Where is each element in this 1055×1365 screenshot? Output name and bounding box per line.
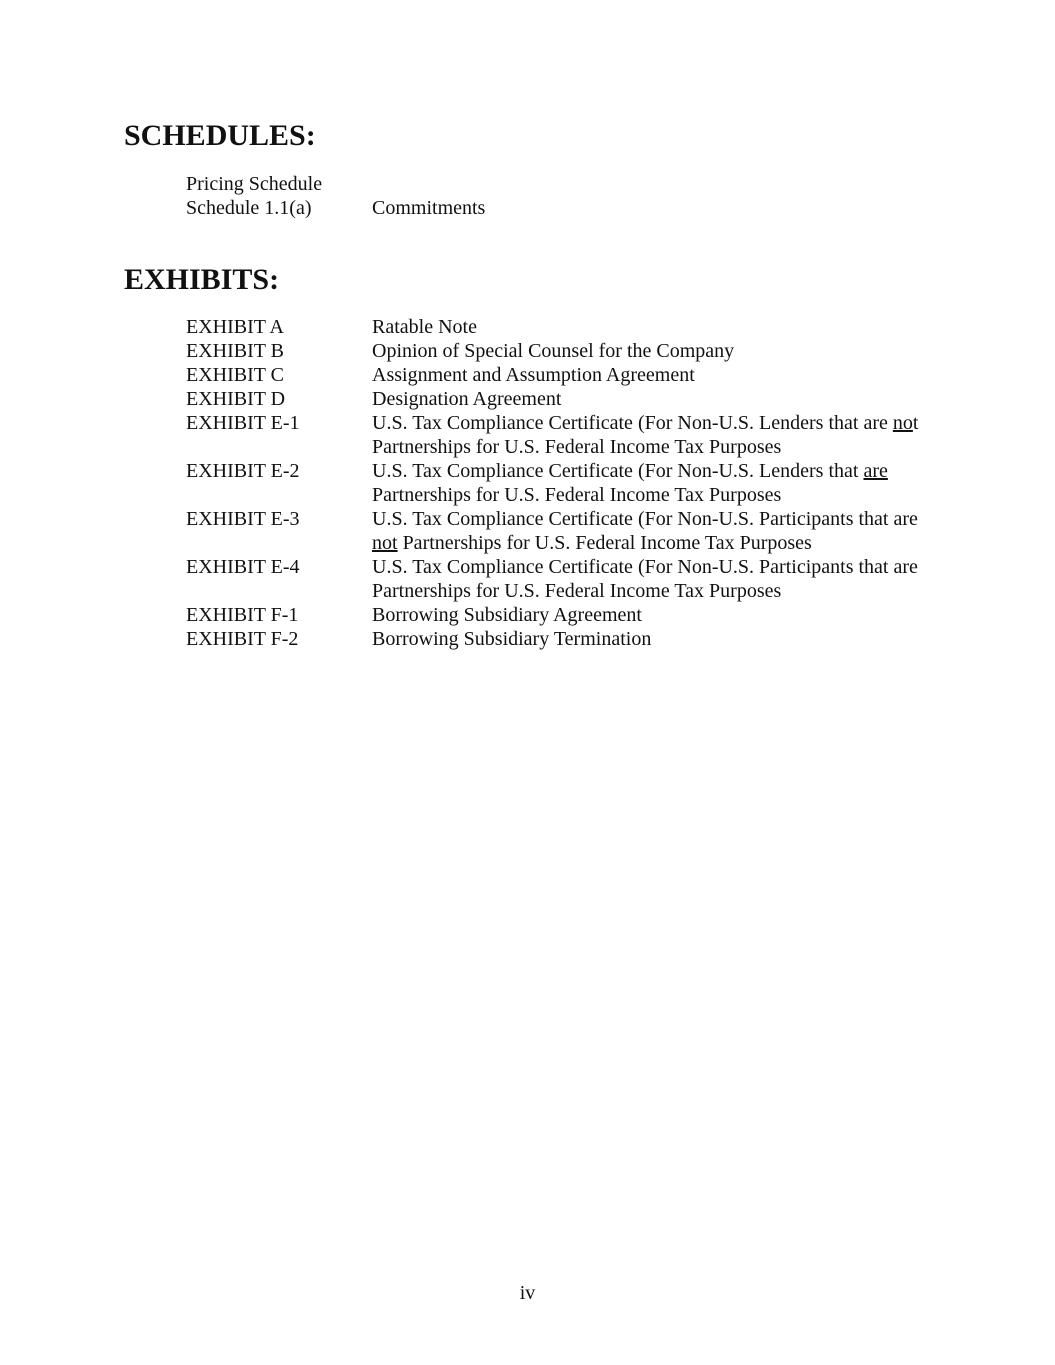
page-number: iv xyxy=(519,1282,536,1304)
schedule-label: Pricing Schedule xyxy=(186,173,323,195)
list-item xyxy=(186,339,986,363)
exhibit-label: EXHIBIT C xyxy=(186,364,284,386)
exhibit-description: Designation Agreement xyxy=(372,388,562,410)
underlined-text: are xyxy=(863,460,888,482)
list-item xyxy=(186,387,986,411)
description-text: U.S. Tax Compliance Certificate (For Non-U.S. Lenders that xyxy=(372,460,864,482)
list-item xyxy=(186,411,986,459)
list-item xyxy=(186,315,986,339)
list-item xyxy=(186,603,986,627)
list-item xyxy=(186,507,986,555)
exhibit-label: EXHIBIT E-4 xyxy=(186,556,300,578)
exhibit-label: EXHIBIT D xyxy=(186,388,286,410)
exhibit-description xyxy=(372,555,947,603)
description-line: U.S. Tax Compliance Certificate (For Non-U.S. Participants that are xyxy=(372,556,918,578)
list-item xyxy=(186,627,986,651)
description-line xyxy=(372,459,947,483)
schedule-description: Commitments xyxy=(372,197,486,219)
exhibit-description xyxy=(372,459,947,507)
exhibit-description: Borrowing Subsidiary Agreement xyxy=(372,604,642,626)
exhibit-description xyxy=(372,411,947,459)
description-line: Partnerships for U.S. Federal Income Tax Purposes xyxy=(372,484,782,506)
exhibit-label: EXHIBIT E-2 xyxy=(186,460,300,482)
exhibit-label: EXHIBIT F-1 xyxy=(186,604,299,626)
exhibits-heading: EXHIBITS: xyxy=(124,263,280,296)
exhibit-description: Borrowing Subsidiary Termination xyxy=(372,628,652,650)
list-item xyxy=(186,172,986,196)
exhibits-list xyxy=(186,315,986,651)
underlined-text: not xyxy=(372,532,398,554)
list-item xyxy=(186,459,986,507)
list-item xyxy=(186,196,986,220)
description-line xyxy=(372,531,947,555)
schedules-heading: SCHEDULES: xyxy=(124,119,316,152)
description-line: Partnerships for U.S. Federal Income Tax Purposes xyxy=(372,580,782,602)
list-item xyxy=(186,363,986,387)
schedules-list xyxy=(186,172,986,220)
exhibit-description: Ratable Note xyxy=(372,316,477,338)
exhibit-label: EXHIBIT E-1 xyxy=(186,412,300,434)
description-text: Partnerships for U.S. Federal Income Tax Purposes xyxy=(397,532,812,554)
exhibit-label: EXHIBIT F-2 xyxy=(186,628,299,650)
exhibit-label: EXHIBIT E-3 xyxy=(186,508,300,530)
list-item xyxy=(186,555,986,603)
underlined-text: no xyxy=(892,412,913,434)
exhibit-label: EXHIBIT A xyxy=(186,316,284,338)
exhibit-description xyxy=(372,507,947,555)
exhibit-description: Assignment and Assumption Agreement xyxy=(372,364,695,386)
schedule-label: Schedule 1.1(a) xyxy=(186,197,312,219)
exhibit-description: Opinion of Special Counsel for the Company xyxy=(372,340,735,362)
description-line: U.S. Tax Compliance Certificate (For Non-U.S. Participants that are xyxy=(372,508,918,530)
description-line: Partnerships for U.S. Federal Income Tax Purposes xyxy=(372,436,782,458)
description-line xyxy=(372,411,947,435)
description-text: U.S. Tax Compliance Certificate (For Non-U.S. Lenders that are xyxy=(372,412,893,434)
description-text: t xyxy=(912,412,919,434)
exhibit-label: EXHIBIT B xyxy=(186,340,284,362)
